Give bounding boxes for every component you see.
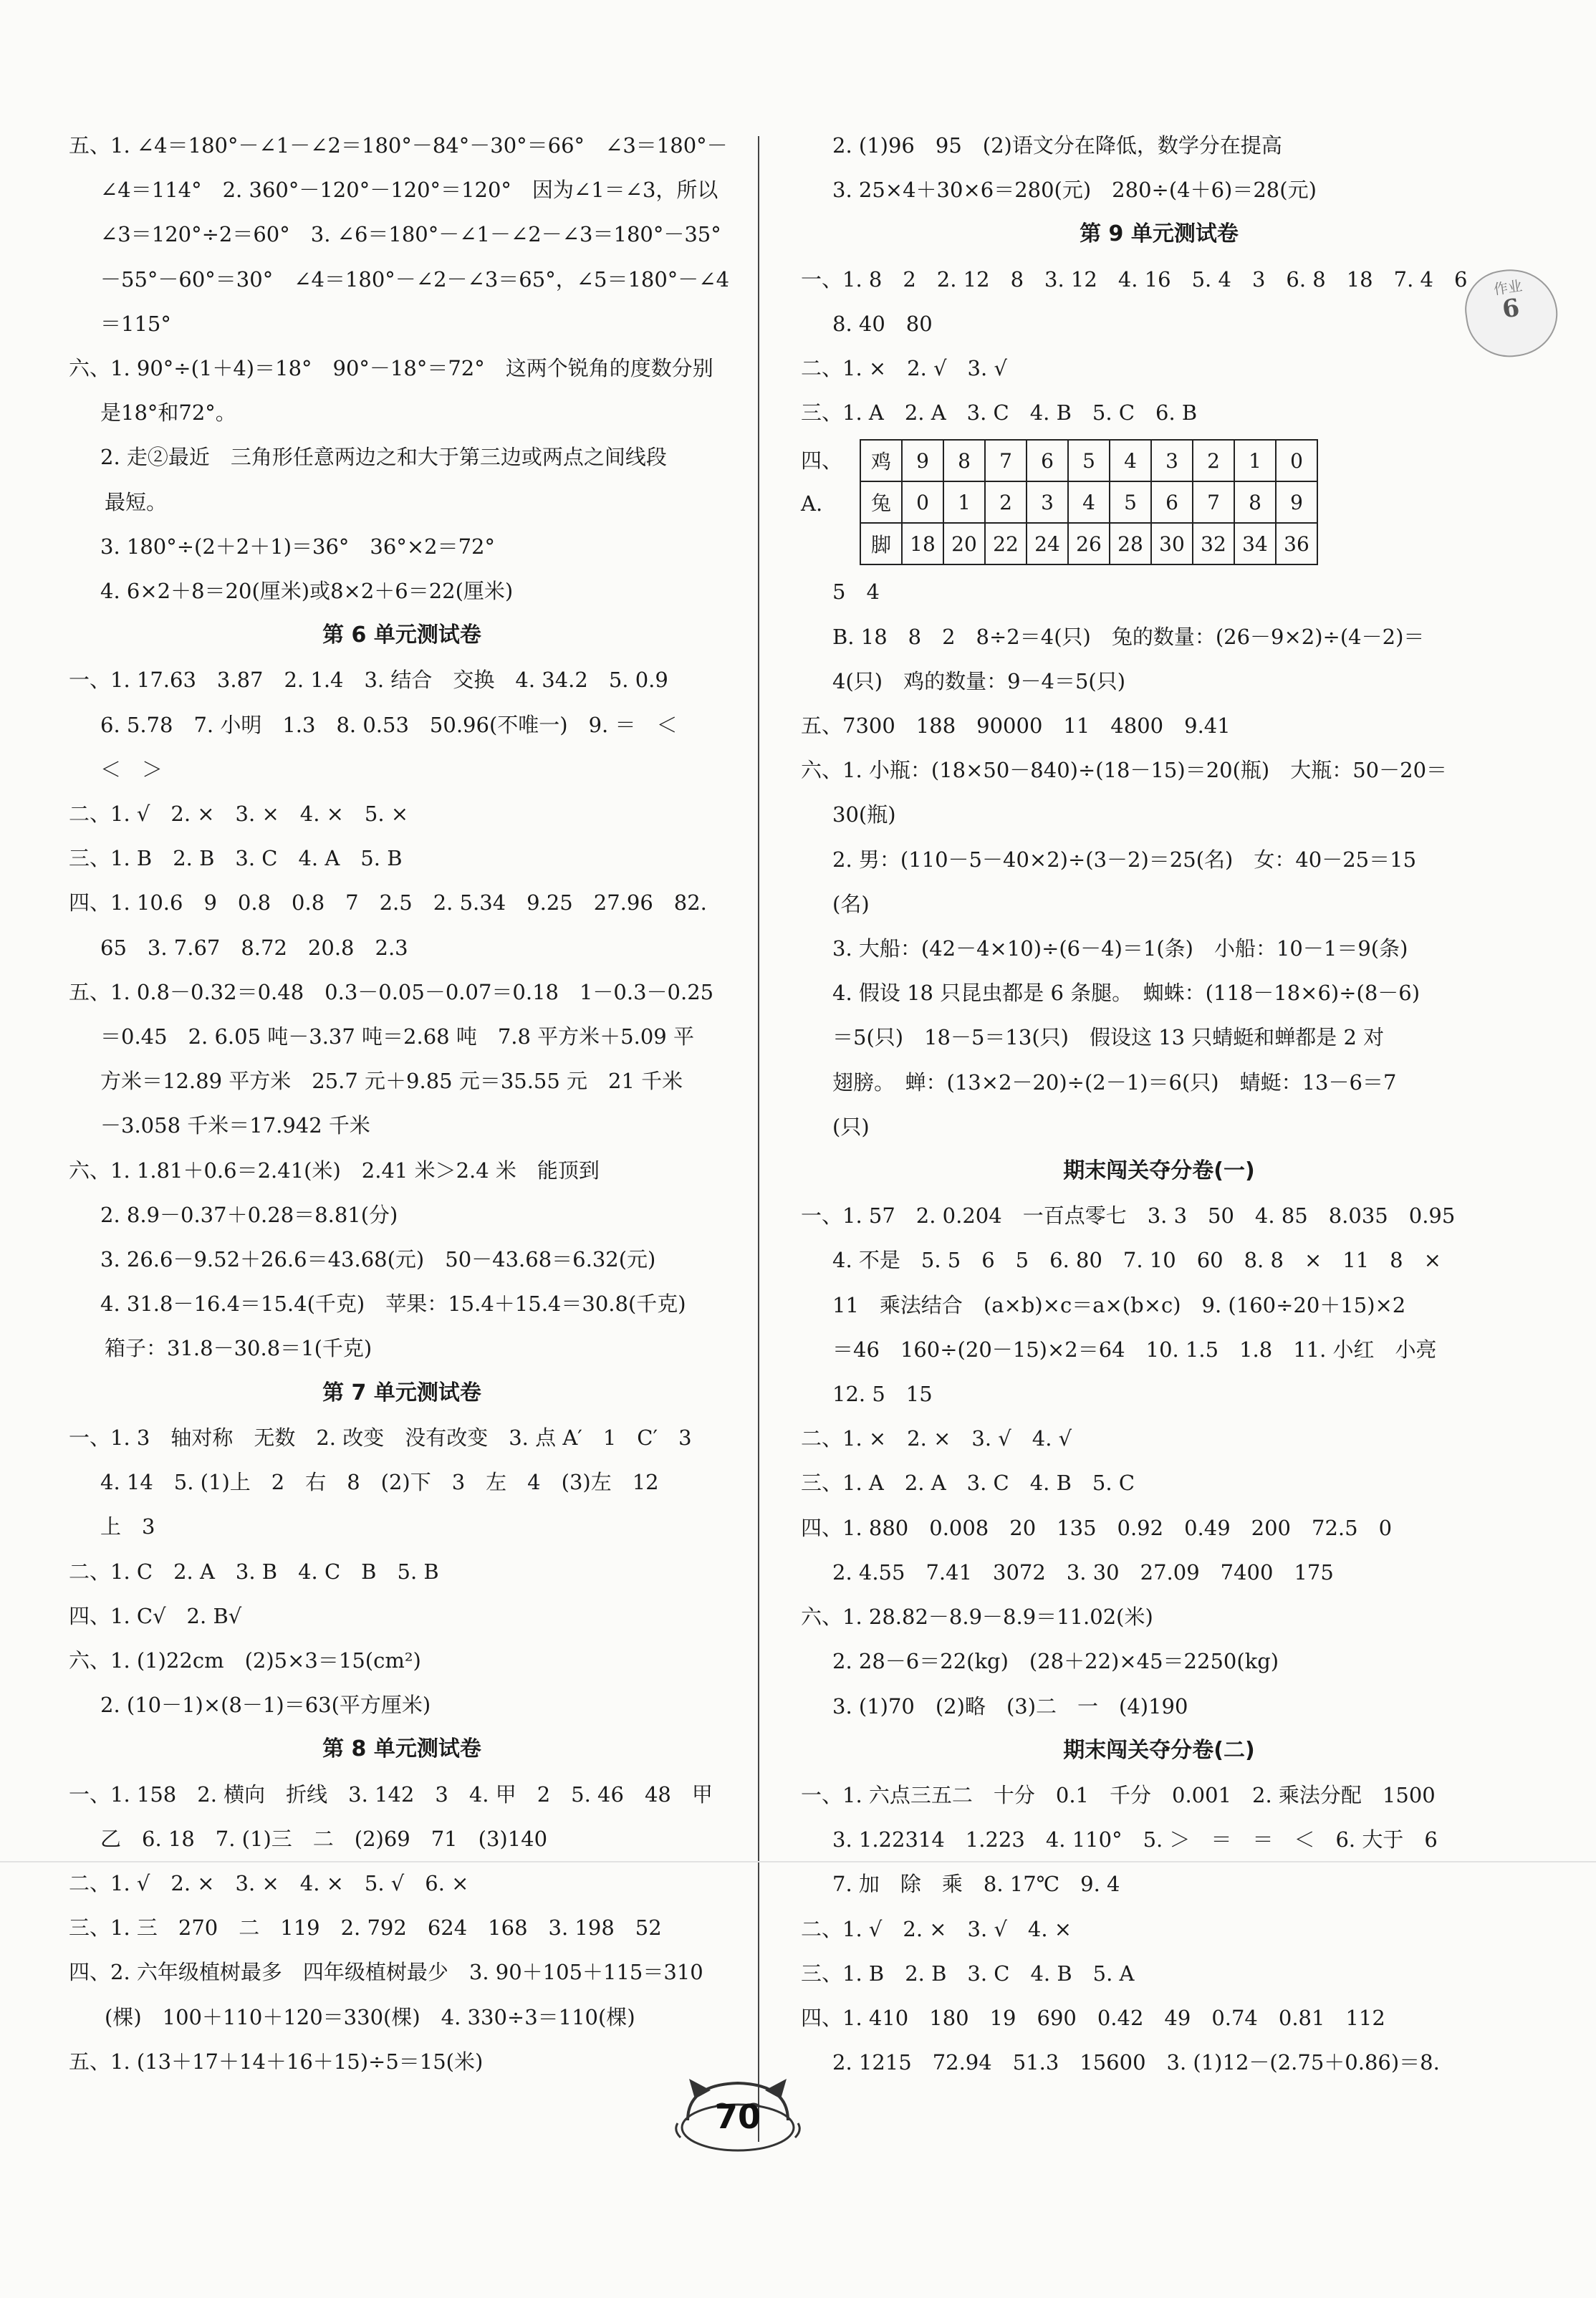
answer-line: 三、1. 三 270 二 119 2. 792 624 168 3. 198 52: [69, 1915, 662, 1941]
answer-line: 二、1. √ 2. × 3. × 4. × 5. √ 6. ×: [69, 1870, 469, 1895]
answer-line: 4(只) 鸡的数量：9－4＝5(只): [832, 668, 1126, 693]
table-row: [860, 481, 1317, 523]
answer-line: 6. 5.78 7. 小明 1.3 8. 0.53 50.96(不唯一) 9. ＝ ＜: [100, 712, 678, 737]
answer-line: (名): [832, 891, 870, 916]
answer-line: 二、1. √ 2. × 3. √ 4. ×: [801, 1916, 1072, 1941]
table-cell: 8: [1234, 481, 1276, 523]
table-cell: 20: [943, 523, 985, 564]
answer-line: 3. 180°÷(2＋2＋1)＝36° 36°×2＝72°: [100, 534, 495, 559]
table-cell: 4: [1068, 481, 1110, 523]
answer-line: 2. 8.9－0.37＋0.28＝8.81(分): [100, 1202, 398, 1227]
table-cell: 9: [902, 440, 943, 481]
answer-line: 六、1. 90°÷(1＋4)＝18° 90°－18°＝72° 这两个锐角的度数分别: [69, 356, 713, 381]
answer-line: 二、1. √ 2. × 3. × 4. × 5. ×: [69, 802, 409, 827]
answer-line: (棵) 100＋110＋120＝330(棵) 4. 330÷3＝110(棵): [105, 2004, 635, 2029]
table-cell: 22: [985, 523, 1027, 564]
answer-line: 一、1. 8 2 2. 12 8 3. 12 4. 16 5. 4 3 6. 8 18 7. 4 6: [801, 266, 1468, 292]
table-cell: 8: [943, 440, 985, 481]
answer-line: 四、1. 880 0.008 20 135 0.92 0.49 200 72.5 0: [801, 1515, 1393, 1540]
table-cell: 5: [1110, 481, 1151, 523]
chicken-rabbit-table: [860, 439, 1318, 565]
answer-line: 六、1. (1)22cm (2)5×3＝15(cm²): [69, 1648, 421, 1673]
answer-line: 2. 28－6＝22(kg) (28＋22)×45＝2250(kg): [832, 1649, 1279, 1674]
table-cell: 30: [1151, 523, 1193, 564]
answer-line: 3. 26.6－9.52＋26.6＝43.68(元) 50－43.68＝6.32(元): [100, 1247, 656, 1272]
answer-line: 二、1. C 2. A 3. B 4. C B 5. B: [69, 1559, 439, 1584]
row-header-cell: 脚: [860, 523, 902, 564]
answer-line: B. 18 8 2 8÷2＝4(只) 兔的数量：(26－9×2)÷(4－2)＝: [832, 624, 1425, 649]
right-bottom-block: [801, 569, 1517, 2085]
right-column: [801, 123, 1517, 2085]
section-heading: 第 6 单元测试卷: [322, 622, 481, 648]
answer-line: 六、1. 28.82－8.9－8.9＝11.02(米): [801, 1605, 1153, 1630]
section-heading: 第 9 单元测试卷: [1080, 221, 1239, 247]
answer-line: 翅膀。 蝉：(13×2－20)÷(2－1)＝6(只) 蜻蜓：13－6＝7: [832, 1069, 1397, 1095]
table-cell: 24: [1027, 523, 1068, 564]
answer-line: ＝5(只) 18－5＝13(只) 假设这 13 只蜻蜓和蝉都是 2 对: [832, 1025, 1385, 1050]
section-heading: 第 7 单元测试卷: [322, 1380, 481, 1405]
table-cell: 1: [1234, 440, 1276, 481]
table-cell: 0: [1276, 440, 1317, 481]
answer-line: 65 3. 7.67 8.72 20.8 2.3: [100, 935, 408, 960]
table-cell: 7: [1193, 481, 1234, 523]
section-heading: 第 8 单元测试卷: [322, 1736, 481, 1762]
left-column: [69, 123, 735, 2084]
table-cell: 5: [1068, 440, 1110, 481]
answer-line: ＝115°: [100, 311, 171, 336]
table-cell: 2: [1193, 440, 1234, 481]
table-cell: 7: [985, 440, 1027, 481]
answer-line: 四、1. 10.6 9 0.8 0.8 7 2.5 2. 5.34 9.25 27.96 82.: [69, 890, 707, 915]
answer-line: 2. (10－1)×(8－1)＝63(平方厘米): [100, 1693, 431, 1718]
table-cell: 28: [1110, 523, 1151, 564]
table-row: [860, 440, 1317, 481]
answer-line: 30(瓶): [832, 802, 896, 827]
answer-line: 上 3: [100, 1514, 155, 1539]
homework-stamp-icon: 作业 6: [1460, 264, 1563, 363]
answer-line: 二、1. × 2. √ 3. √: [801, 356, 1007, 381]
answer-line: 2. (1)96 95 (2)语文分在降低，数学分在提高: [832, 133, 1282, 158]
answer-line: 4. 14 5. (1)上 2 右 8 (2)下 3 左 4 (3)左 12: [100, 1470, 659, 1495]
answer-line: 五、1. ∠4＝180°－∠1－∠2＝180°－84°－30°＝66° ∠3＝180°－: [69, 133, 728, 158]
answer-line: 四、1. 410 180 19 690 0.42 49 0.74 0.81 112: [801, 2005, 1385, 2030]
table-cell: 0: [902, 481, 943, 523]
answer-line: 3. 1.22314 1.223 4. 110° 5. ＞ ＝ ＝ ＜ 6. 大于 6: [832, 1827, 1438, 1852]
answer-line: 4. 31.8－16.4＝15.4(千克) 苹果：15.4＋15.4＝30.8(千克): [100, 1292, 686, 1317]
answer-line: 是18°和72°。: [100, 400, 236, 426]
answer-line: 3. 25×4＋30×6＝280(元) 280÷(4＋6)＝28(元): [832, 178, 1317, 203]
table-cell: 36: [1276, 523, 1317, 564]
answer-line: 4. 不是 5. 5 6 5 6. 80 7. 10 60 8. 8 × 11 8 ×: [832, 1248, 1441, 1273]
answer-line: (只): [832, 1114, 870, 1139]
answer-line: 4. 6×2＋8＝20(厘米)或8×2＋6＝22(厘米): [100, 579, 514, 604]
answer-line: ＝46 160÷(20－15)×2＝64 10. 1.5 1.8 11. 小红 小亮: [832, 1337, 1437, 1362]
answer-line: 乙 6. 18 7. (1)三 二 (2)69 71 (3)140: [100, 1826, 548, 1851]
answer-line: 一、1. 3 轴对称 无数 2. 改变 没有改变 3. 点 A′ 1 C′ 3: [69, 1425, 692, 1450]
table-row: [860, 523, 1317, 564]
column-divider: [758, 136, 759, 2142]
answer-line: 最短。: [105, 489, 168, 514]
answer-line: 四、2. 六年级植树最多 四年级植树最少 3. 90＋105＋115＝310: [69, 1960, 703, 1985]
table-cell: 32: [1193, 523, 1234, 564]
page-footer: [673, 2070, 802, 2156]
chicken-rabbit-table-block: [801, 439, 1517, 565]
answer-line: 四、1. C√ 2. B√: [69, 1603, 242, 1628]
answer-line: －3.058 千米＝17.942 千米: [100, 1113, 370, 1138]
answer-line: －55°－60°＝30° ∠4＝180°－∠2－∠3＝65°，∠5＝180°－∠4: [100, 266, 730, 292]
answer-line: 2. 1215 72.94 51.3 15600 3. (1)12－(2.75＋0.86)＝8.: [832, 2050, 1440, 2075]
section-heading: 期末闯关夺分卷(二): [1063, 1737, 1255, 1763]
answer-line: 一、1. 158 2. 横向 折线 3. 142 3 4. 甲 2 5. 46 48 甲: [69, 1782, 713, 1807]
answer-line: 五、1. 0.8－0.32＝0.48 0.3－0.05－0.07＝0.18 1－0.3－0.25: [69, 979, 714, 1004]
answer-line: 7. 加 除 乘 8. 17℃ 9. 4: [832, 1872, 1120, 1897]
answer-line: 方米＝12.89 平方米 25.7 元＋9.85 元＝35.55 元 21 千米: [100, 1069, 683, 1094]
answer-line: 一、1. 57 2. 0.204 一百点零七 3. 3 50 4. 85 8.035 0.95: [801, 1203, 1456, 1229]
page-number: 70: [714, 2097, 761, 2136]
answer-line: 3. 大船：(42－4×10)÷(6－4)＝1(条) 小船：10－1＝9(条): [832, 936, 1408, 961]
table-cell: 26: [1068, 523, 1110, 564]
right-top-block: [801, 123, 1517, 435]
table-cell: 9: [1276, 481, 1317, 523]
answer-line: 三、1. A 2. A 3. C 4. B 5. C: [801, 1471, 1135, 1496]
answer-line: 5 4: [832, 580, 880, 605]
answer-line: 11 乘法结合 (a×b)×c＝a×(b×c) 9. (160÷20＋15)×2: [832, 1292, 1406, 1317]
answer-line: 2. 走②最近 三角形任意两边之和大于第三边或两点之间线段: [100, 445, 667, 470]
answer-line: ∠4＝114° 2. 360°－120°－120°＝120° 因为∠1＝∠3，所以: [100, 178, 718, 203]
table-cell: 3: [1027, 481, 1068, 523]
table-cell: 6: [1027, 440, 1068, 481]
answer-line: 六、1. 1.81＋0.6＝2.41(米) 2.41 米＞2.4 米 能顶到: [69, 1158, 600, 1183]
answer-line: 三、1. A 2. A 3. C 4. B 5. C 6. B: [801, 400, 1198, 426]
table-cell: 18: [902, 523, 943, 564]
row-header-cell: 兔: [860, 481, 902, 523]
answer-line: 六、1. 小瓶：(18×50－840)÷(18－15)＝20(瓶) 大瓶：50－20＝: [801, 758, 1448, 783]
answer-line: 箱子：31.8－30.8＝1(千克): [105, 1336, 372, 1361]
section-heading: 期末闯关夺分卷(一): [1063, 1158, 1255, 1184]
answer-line: 2. 4.55 7.41 3072 3. 30 27.09 7400 175: [832, 1559, 1334, 1585]
answer-line: 一、1. 17.63 3.87 2. 1.4 3. 结合 交换 4. 34.2 5. 0.9: [69, 668, 668, 693]
answer-line: 五、7300 188 90000 11 4800 9.41: [801, 713, 1231, 739]
answer-line: 二、1. × 2. × 3. √ 4. √: [801, 1426, 1072, 1451]
table-cell: 4: [1110, 440, 1151, 481]
answer-line: 三、1. B 2. B 3. C 4. A 5. B: [69, 846, 403, 871]
answer-line: 12. 5 15: [832, 1382, 933, 1407]
table-cell: 3: [1151, 440, 1193, 481]
answer-line: ＝0.45 2. 6.05 吨－3.37 吨＝2.68 吨 7.8 平方米＋5.09 平: [100, 1024, 694, 1049]
answer-line: ＜ ＞: [100, 756, 163, 782]
table-cell: 2: [985, 481, 1027, 523]
answer-line: 8. 40 80: [832, 311, 933, 336]
answer-line: 一、1. 六点三五二 十分 0.1 千分 0.001 2. 乘法分配 1500: [801, 1782, 1436, 1807]
answer-line: 五、1. (13＋17＋14＋16＋15)÷5＝15(米): [69, 2049, 484, 2074]
table-cell: 6: [1151, 481, 1193, 523]
table-cell: 34: [1234, 523, 1276, 564]
row-header-cell: 鸡: [860, 440, 902, 481]
answer-line: 2. 男：(110－5－40×2)÷(3－2)＝25(名) 女：40－25＝15: [832, 847, 1417, 872]
answer-line: 三、1. B 2. B 3. C 4. B 5. A: [801, 1961, 1135, 1986]
answer-line: 4. 假设 18 只昆虫都是 6 条腿。 蜘蛛：(118－18×6)÷(8－6): [832, 981, 1420, 1006]
table-cell: 1: [943, 481, 985, 523]
answer-line: 3. (1)70 (2)略 (3)二 一 (4)190: [832, 1693, 1188, 1718]
answer-line: ∠3＝120°÷2＝60° 3. ∠6＝180°－∠1－∠2－∠3＝180°－35°: [100, 222, 721, 247]
table-label: 四、A.: [801, 448, 843, 516]
